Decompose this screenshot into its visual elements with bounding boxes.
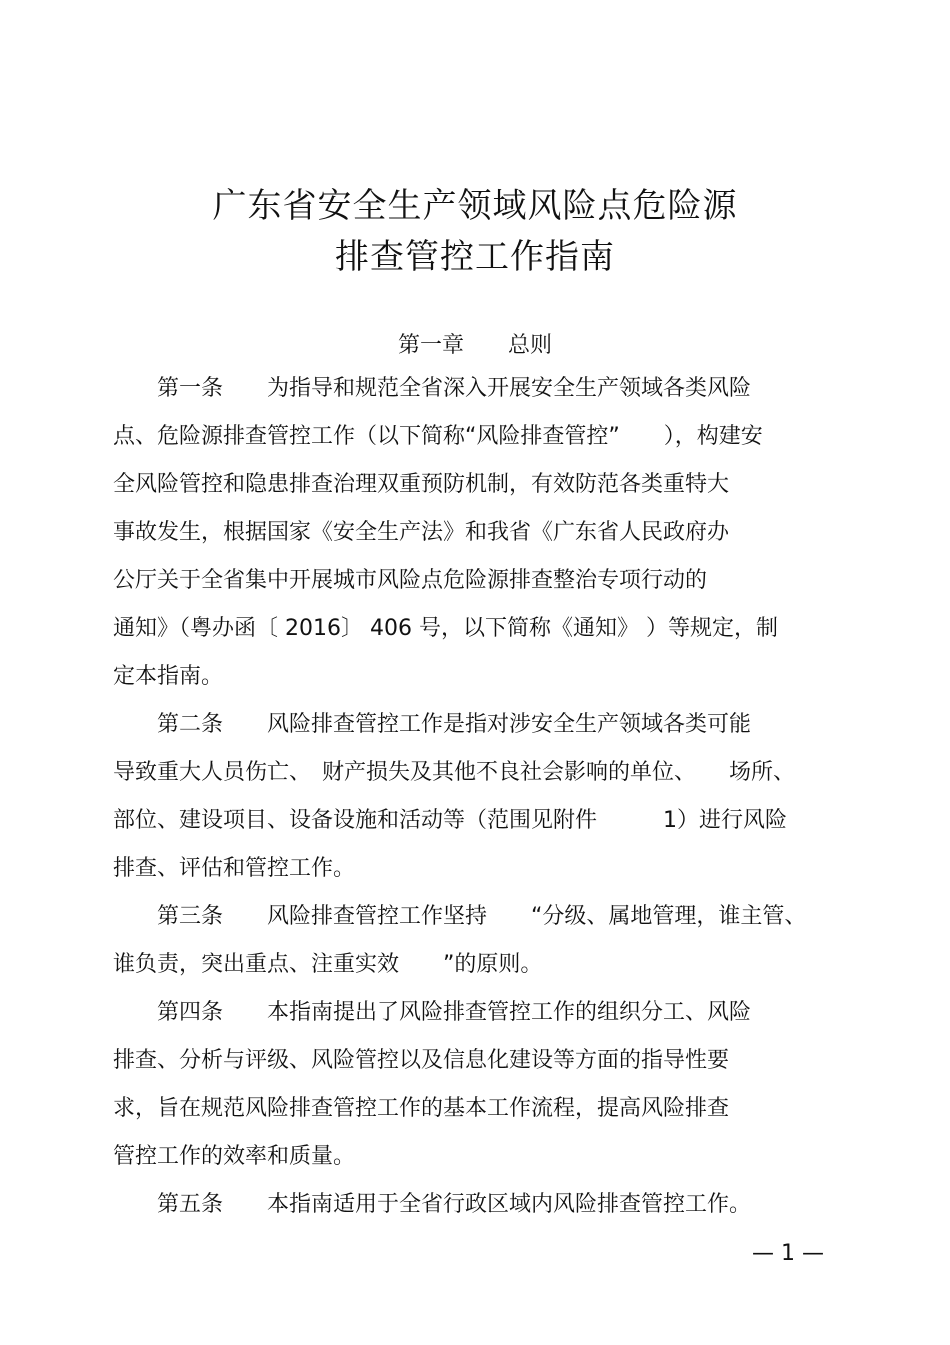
body-line: 谁负责，突出重点、注重实效 ”的原则。 (113, 952, 543, 977)
body-line: 排查、分析与评级、风险管控以及信息化建设等方面的指导性要 (113, 1048, 730, 1073)
body-line: 求，旨在规范风险排查管控工作的基本工作流程，提高风险排查 (113, 1096, 730, 1121)
body-line: 第二条 风险排查管控工作是指对涉安全生产领域各类可能 (113, 712, 752, 737)
body-line: 通知》（粤办函〔 2016〕 406 号，以下简称《通知》 ）等规定，制 (113, 616, 778, 641)
body-line: 第三条 风险排查管控工作坚持 “分级、属地管理，谁主管、 (113, 904, 807, 929)
page-number: — 1 — (752, 1241, 824, 1266)
body-line: 第四条 本指南提出了风险排查管控工作的组织分工、风险 (113, 1000, 752, 1025)
body-line: 公厅关于全省集中开展城市风险点危险源排查整治专项行动的 (113, 568, 708, 593)
body-line: 第五条 本指南适用于全省行政区域内风险排查管控工作。 (113, 1192, 752, 1217)
body-line: 点、危险源排查管控工作（以下简称“风险排查管控” ），构建安 (113, 424, 763, 449)
body-line: 部位、建设项目、设备设施和活动等（范围见附件 1）进行风险 (113, 808, 787, 833)
body-line: 管控工作的效率和质量。 (113, 1144, 356, 1169)
body-line: 事故发生，根据国家《安全生产法》和我省《广东省人民政府办 (113, 520, 730, 545)
body-line: 排查、评估和管控工作。 (113, 856, 356, 881)
body-line: 导致重大人员伤亡、 财产损失及其他不良社会影响的单位、 场所、 (113, 760, 796, 785)
document-title-line1: 广东省安全生产领域风险点危险源 (212, 186, 738, 226)
body-line: 全风险管控和隐患排查治理双重预防机制，有效防范各类重特大 (113, 472, 730, 497)
chapter-heading: 第一章 总则 (397, 333, 552, 358)
document-title-line2: 排查管控工作指南 (335, 237, 615, 277)
body-line: 定本指南。 (113, 664, 224, 689)
body-line: 第一条 为指导和规范全省深入开展安全生产领域各类风险 (113, 376, 752, 401)
